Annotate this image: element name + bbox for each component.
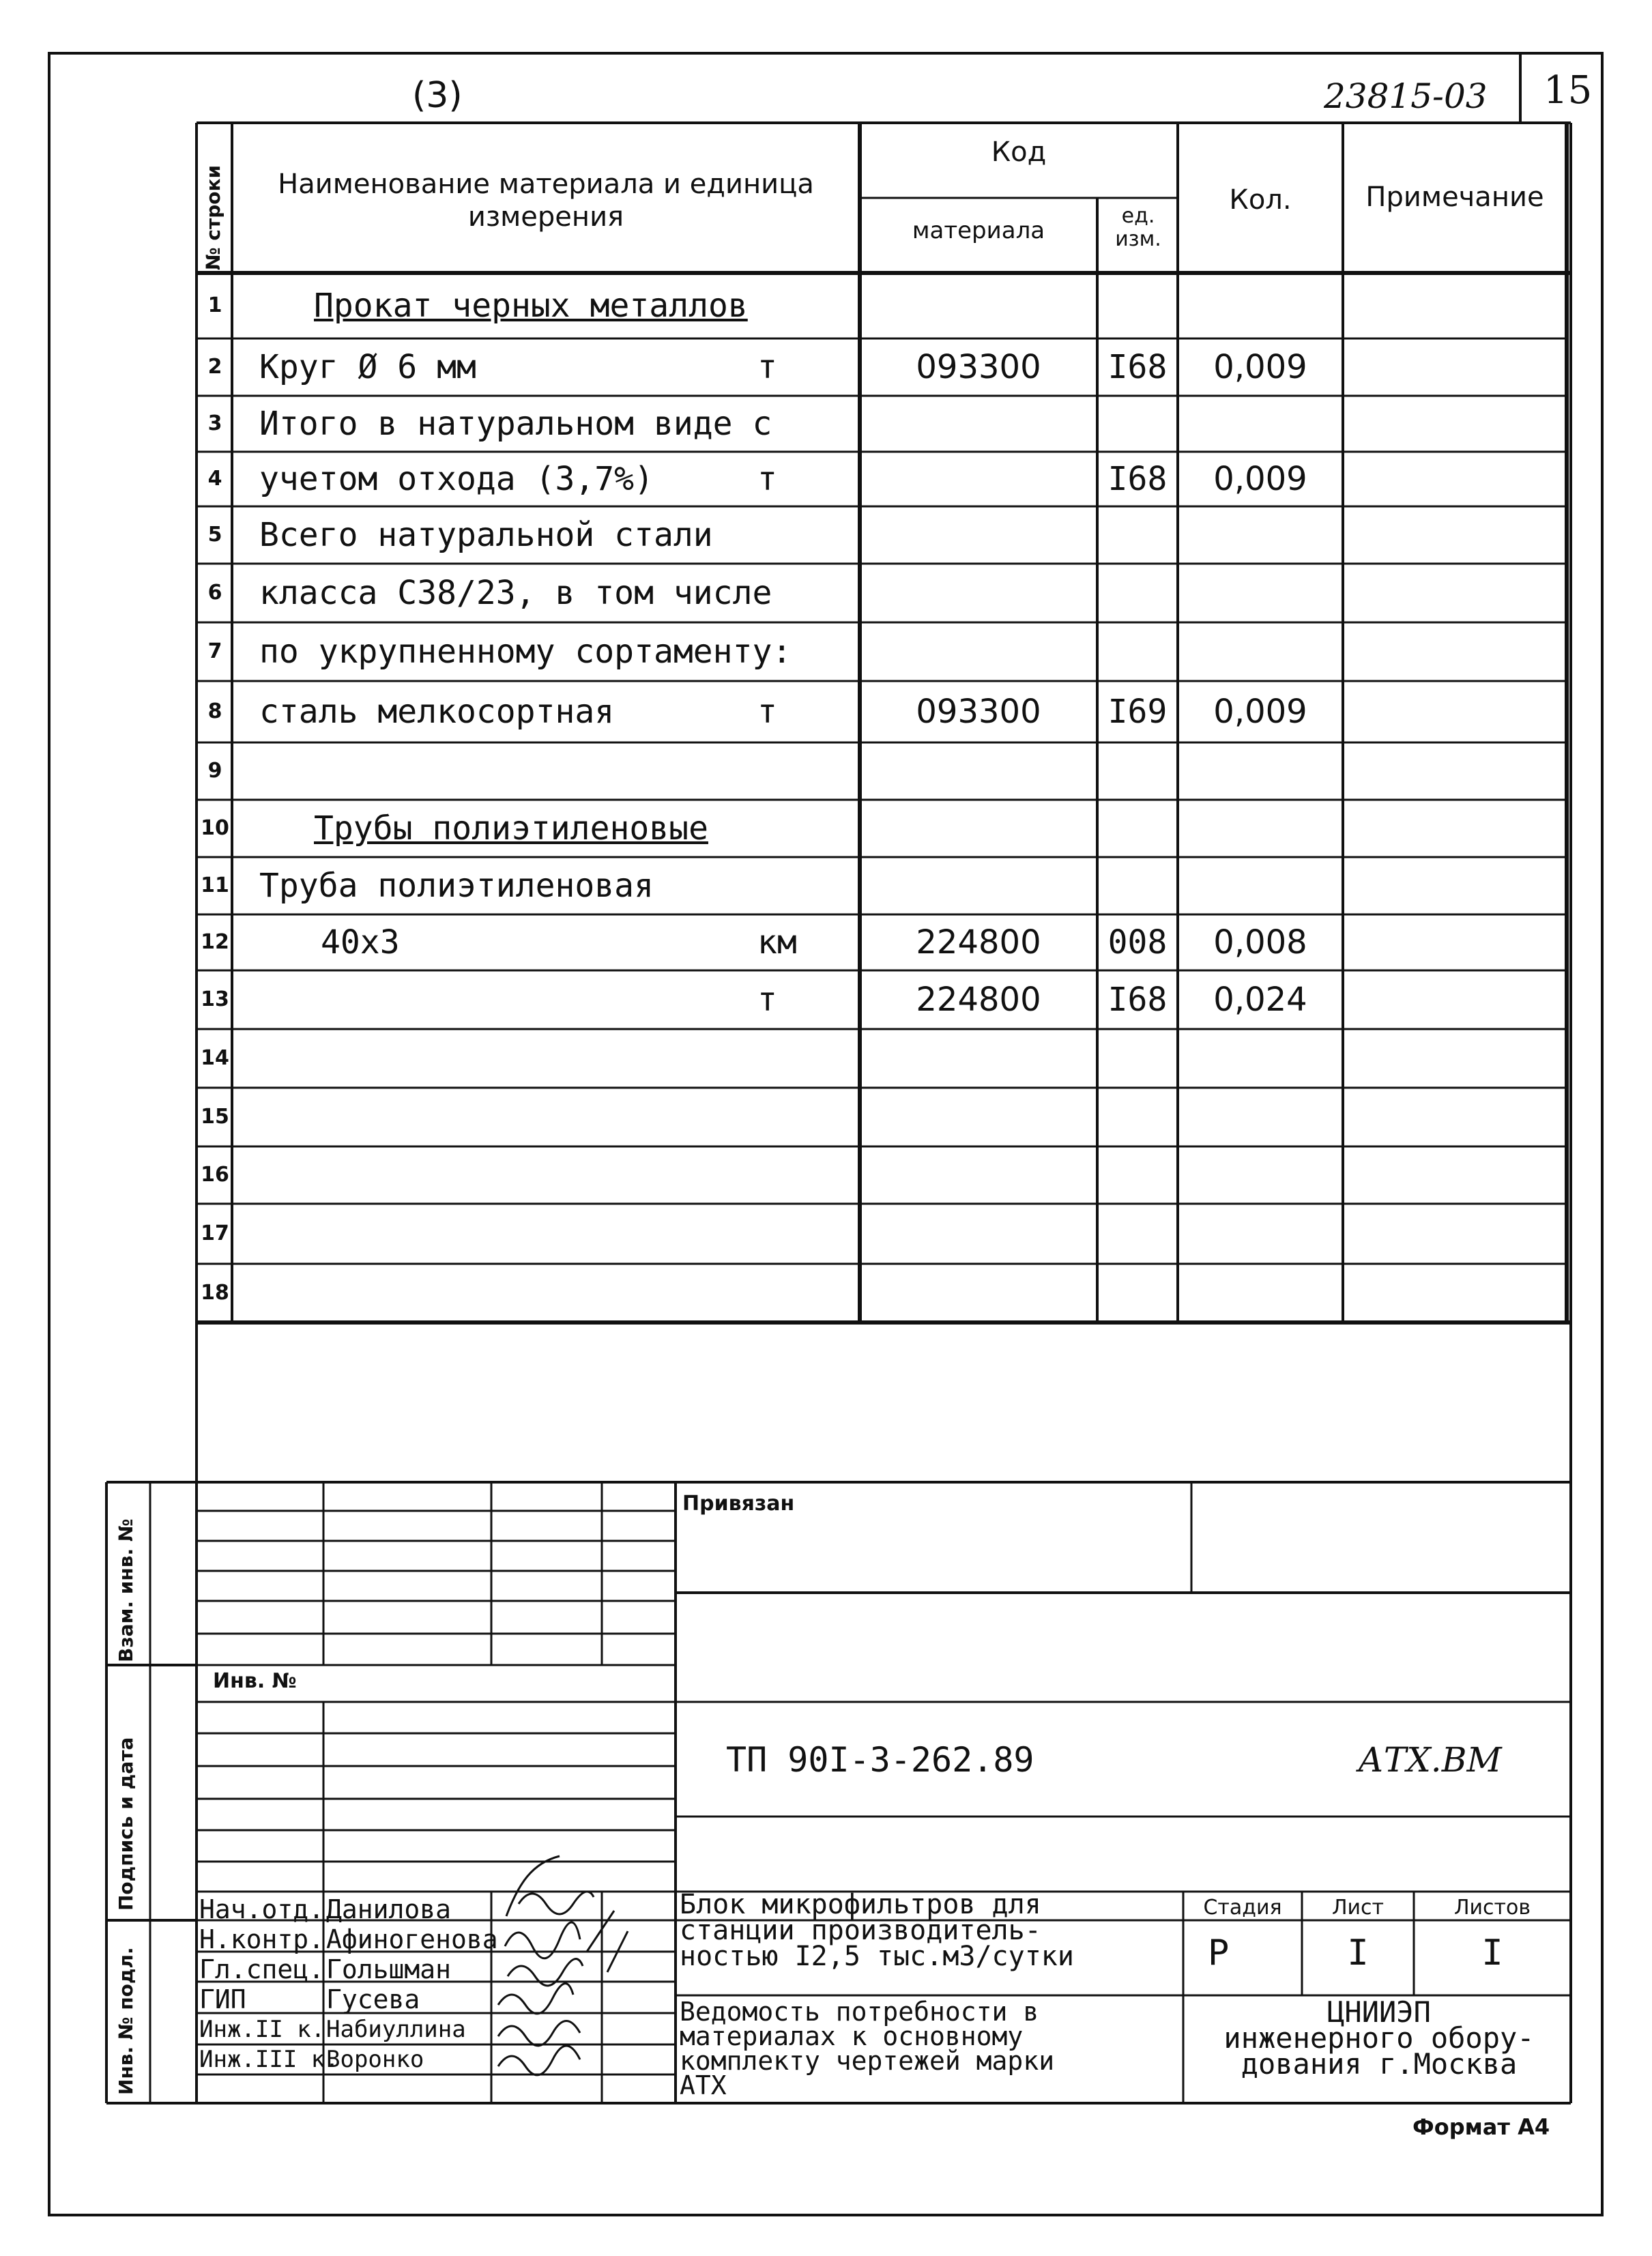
signature-name-6: Воронко (326, 2046, 424, 2073)
signature-name-3: Гольшман (326, 1954, 452, 1984)
signature-role-6: Инж.III к. (199, 2046, 339, 2073)
column-header-quantity: Кол. (1229, 184, 1292, 216)
material-name: класса С38/23, в том числе (259, 574, 772, 612)
quantity (1178, 564, 1343, 622)
unit-of-measure: км (757, 923, 797, 961)
unit-code: I68 (1107, 348, 1168, 386)
row-number: 8 (207, 699, 222, 723)
unit-code: I68 (1107, 981, 1168, 1019)
unit-of-measure: т (757, 348, 777, 386)
material-name: Труба полиэтиленовая (259, 867, 654, 905)
sheets-label: Листов (1453, 1896, 1531, 1920)
material-name: 40х3 (321, 923, 400, 961)
row-number: 4 (207, 467, 222, 491)
sheet-label: Лист (1331, 1896, 1385, 1920)
row-number: 5 (207, 523, 222, 547)
object-title: Блок микрофильтров для станции производитель- ностью I2,5 тыс.м3/сутки (680, 1889, 1074, 1972)
signature-name-5: Набиуллина (326, 2016, 466, 2043)
unit-code (1097, 1204, 1178, 1264)
signature-role-1: Нач.отд. (199, 1894, 325, 1924)
material-code (860, 396, 1097, 452)
row-number: 1 (207, 293, 222, 317)
unit-code (1097, 800, 1178, 857)
quantity: 0,009 (1213, 460, 1307, 498)
material-code: 224800 (916, 981, 1041, 1019)
column-header-code: Код (991, 136, 1047, 168)
unit-of-measure: т (757, 460, 777, 498)
column-header-name: Наименование материала и единица измерения (278, 169, 814, 233)
row-number: 14 (201, 1046, 229, 1070)
quantity: 0,009 (1213, 693, 1307, 731)
stage-label: Стадия (1203, 1896, 1282, 1920)
row-number: 2 (207, 355, 222, 379)
signature-marks (498, 1856, 628, 2075)
unit-of-measure: т (757, 981, 777, 1019)
material-name: Круг Ø 6 мм (259, 348, 476, 386)
material-code (860, 742, 1097, 800)
material-name: Прокат черных металлов (314, 287, 748, 325)
unit-code (1097, 1264, 1178, 1322)
material-code (860, 1264, 1097, 1322)
unit-of-measure (757, 622, 839, 681)
material-code (860, 564, 1097, 622)
unit-code (1097, 1146, 1178, 1204)
row-number: 10 (201, 816, 229, 840)
quantity (1178, 1088, 1343, 1146)
unit-code (1097, 1029, 1178, 1088)
side-label-inv-original: Инв. № подл. (115, 1947, 137, 2095)
sheet-marker: (3) (412, 75, 463, 116)
signature-role-2: Н.контр. (199, 1924, 325, 1954)
quantity (1178, 1204, 1343, 1264)
quantity (1178, 857, 1343, 914)
unit-of-measure (757, 1204, 839, 1264)
row-number: 15 (201, 1105, 229, 1129)
unit-code (1097, 857, 1178, 914)
side-label-vzam-inv: Взам. инв. № (115, 1518, 137, 1662)
row-number: 3 (207, 411, 222, 435)
privyazan-label: Привязан (682, 1492, 795, 1516)
row-number: 11 (201, 873, 229, 897)
unit-code: I69 (1107, 693, 1168, 731)
quantity (1178, 273, 1343, 338)
document-number: 23815-03 (1324, 76, 1488, 116)
material-code (860, 622, 1097, 681)
row-number: 12 (201, 930, 229, 954)
signature-name-4: Гусева (326, 1984, 420, 2014)
unit-of-measure (757, 742, 839, 800)
material-code (860, 452, 1097, 506)
unit-code (1097, 742, 1178, 800)
material-code (860, 1146, 1097, 1204)
signature-role-3: Гл.спец. (199, 1954, 325, 1984)
material-name: Итого в натуральном виде с (259, 405, 772, 443)
row-number: 7 (207, 639, 222, 663)
quantity (1178, 800, 1343, 857)
unit-code (1097, 273, 1178, 338)
material-name: Трубы полиэтиленовые (314, 809, 708, 848)
quantity (1178, 1029, 1343, 1088)
unit-code (1097, 506, 1178, 564)
material-name: Всего натуральной стали (259, 516, 713, 554)
quantity (1178, 396, 1343, 452)
material-code (860, 1088, 1097, 1146)
quantity: 0,008 (1213, 923, 1307, 961)
column-header-unit-code: ед. изм. (1115, 204, 1161, 251)
unit-code (1097, 396, 1178, 452)
project-code: ТП 90I-3-262.89 (726, 1740, 1034, 1780)
column-header-note: Примечание (1365, 182, 1544, 213)
unit-code (1097, 622, 1178, 681)
material-code: 224800 (916, 923, 1041, 961)
quantity (1178, 742, 1343, 800)
stage-value: Р (1208, 1933, 1230, 1973)
quantity: 0,024 (1213, 981, 1307, 1019)
format-label: Формат А4 (1412, 2114, 1550, 2140)
quantity: 0,009 (1213, 348, 1307, 386)
material-code (860, 800, 1097, 857)
material-code (860, 1029, 1097, 1088)
unit-code: 008 (1107, 923, 1168, 961)
unit-of-measure (757, 396, 839, 452)
material-code: 093300 (916, 693, 1041, 731)
document-mark: АТХ.ВМ (1358, 1740, 1502, 1780)
quantity (1178, 1146, 1343, 1204)
signature-name-1: Данилова (326, 1894, 452, 1924)
quantity (1178, 506, 1343, 564)
unit-code: I68 (1107, 460, 1168, 498)
side-label-signature-date: Подпись и дата (115, 1737, 137, 1911)
page-number: 15 (1544, 68, 1593, 113)
unit-of-measure (757, 1146, 839, 1204)
material-name: учетом отхода (3,7%) (259, 460, 654, 498)
row-number: 17 (201, 1221, 229, 1245)
document-title: Ведомость потребности в материалах к основному комплекту чертежей марки АТХ (680, 1997, 1055, 2100)
signature-role-4: ГИП (199, 1984, 246, 2014)
signature-role-5: Инж.II к. (199, 2016, 325, 2043)
unit-of-measure (757, 1264, 839, 1322)
unit-of-measure (757, 1088, 839, 1146)
row-number: 16 (201, 1163, 229, 1187)
sheets-value: I (1481, 1933, 1503, 1973)
organization: ЦНИИЭП инженерного обору- дования г.Москва (1223, 1995, 1535, 2081)
unit-of-measure (757, 1029, 839, 1088)
column-header-material-code: материала (912, 217, 1045, 244)
material-name: по укрупненному сортаменту: (259, 633, 792, 671)
material-code (860, 1204, 1097, 1264)
material-code (860, 857, 1097, 914)
quantity (1178, 1264, 1343, 1322)
material-code (860, 506, 1097, 564)
row-number: 18 (201, 1281, 229, 1305)
material-name: сталь мелкосортная (259, 693, 615, 731)
unit-code (1097, 564, 1178, 622)
row-number: 13 (201, 987, 229, 1011)
unit-of-measure (757, 506, 839, 564)
row-number: 9 (207, 759, 222, 783)
material-code (860, 273, 1097, 338)
sheet-value: I (1347, 1933, 1369, 1973)
unit-of-measure (757, 800, 839, 857)
column-header-row-number: № строки (202, 164, 224, 270)
unit-of-measure: т (757, 693, 777, 731)
unit-of-measure (757, 273, 839, 338)
material-code: 093300 (916, 348, 1041, 386)
signature-name-2: Афиногенова (326, 1924, 498, 1954)
row-number: 6 (207, 581, 222, 605)
unit-of-measure (757, 564, 839, 622)
quantity (1178, 622, 1343, 681)
unit-code (1097, 1088, 1178, 1146)
unit-of-measure (757, 857, 839, 914)
inv-no-label: Инв. № (213, 1669, 297, 1693)
